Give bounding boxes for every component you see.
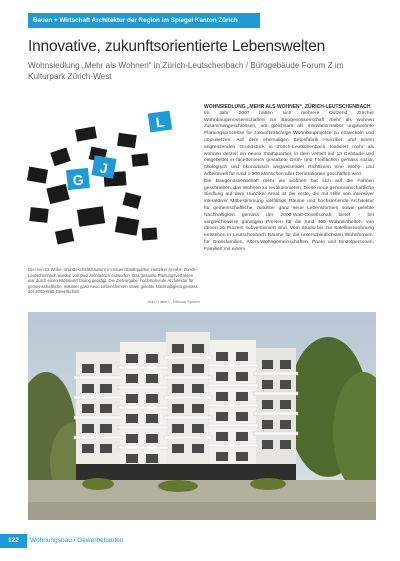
article-title: Innovative, zukunftsorientierte Lebenswelten — [28, 38, 326, 55]
footer-section: Wohnungsbau / Gewerbebauten — [30, 537, 124, 544]
image-credit: Abb.: Hase L, Niklaus Spoerri — [147, 299, 200, 304]
path — [28, 502, 376, 520]
deco-block — [142, 227, 158, 240]
deco-block — [117, 133, 137, 148]
section-label: Bauen + Wirtschaft Architektur der Region im Spiegel Kanton Zürich — [33, 17, 238, 24]
decorative-letter-blocks — [20, 110, 200, 260]
building-photo — [28, 312, 376, 520]
section-header-bar — [28, 13, 260, 28]
body-heading: WOHNSIEDLUNG „MEHR ALS WOHNEN“, ZÜRICH-LEUTSCHENBACH — [204, 104, 371, 110]
article-body — [204, 104, 374, 254]
deco-block — [50, 148, 70, 167]
deco-block — [55, 228, 74, 244]
deco-block — [115, 216, 139, 236]
body-paragraph: Die Baugenossenschaft mehr als wohnen hat sich auf die Fahnen geschrieben, das Wohnen zu revolutionieren. Diese neue genossenschaftliche Siedlung auf dem Hunziker-Areal ist die erste, die mit Hilfe von intensiver interaktiver Mitbestimmung vielfältige Räume und hochstehende Architektur für gemeinschaftliche, mitunter ganz neue Lebensformen sowie gelebte Nachhaltigkeit gemäss der 2000-Watt-Gesellschaft bietet – bei vergleichsweise günstigen Preisen für die rund 400 Wohneinheiten, von denen 20 Prozent subventioniert sind. Vom Studio bis zur Satellitenwohnung entstehen in Leutschenbach Räume für die unterschiedlichsten Wohnformen: für Grossfamilien, Alters-Wohngemeinschaften, Paare und Einzelpersonen, Familien mit einem — [204, 178, 374, 252]
image-caption: Drei von 13 Wohn- und Geschäftshäusern im neuen Stadtquartier Hunziker Areal in Zürich-Leutschenbach wurden von pool Architekten entworfen. Das gesamte Planungsverfahren war durch einen intensiven Dialog geprägt. Die Zielvorgabe: hochstehende Architektur für gemeinschaftliche, mitunter ganz neue Lebensformen sowie gelebte Nachhaltigkeit gemäss der 2000-Watt-Gesellschaft — [28, 267, 198, 295]
letter-g: G — [71, 171, 85, 189]
letter-l: L — [154, 113, 166, 131]
letter-tile-l — [148, 111, 172, 133]
ground-floor — [76, 464, 296, 480]
letter-j: J — [98, 159, 110, 177]
deco-block — [46, 184, 69, 204]
article-subtitle: Wohnsiedlung „Mehr als Wohnen“ in Zürich-Leutschenbach / Bürogebäude Forum Z im Kulturpark Zürich-West — [28, 61, 344, 81]
letter-tile-j — [91, 155, 116, 179]
letter-tile-g — [66, 168, 90, 190]
deco-block — [75, 126, 97, 141]
deco-block — [131, 153, 148, 167]
deco-block — [122, 192, 141, 209]
deco-block — [27, 167, 48, 184]
deco-block — [77, 206, 105, 226]
body-paragraph: Im Jahr 2007 hatten sich mehrere Dutzend Zürcher Wohnbaugenossenschaften zur Baugenossenschaft mehr als wohnen zusammengeschlossen, um gleichsam als Innovationslabor ungewohnte Planungsprozesse für zukunftsträchtige Wohnbauprojekte zu entwickeln und umzusetzen. Auf dem ehemaligen Betonfabrik Hunziker und einem angrenzenden Grundstück in Zürich-Leutschenbach realisiert mehr als wohnen derzeit ein neues Stadtquartier, in dem verteilt auf 13 Gebäude und eingebettet in facettenreich gestaltete Grün- und Freiflächen gemäss sozial, ökologisch und ökonomisch wegweisender Richtlinien eine Wohn- und Arbeitswelt für rund 1.300 Menschen aller Generationen geschaffen wird. — [204, 110, 374, 177]
deco-block — [29, 207, 48, 223]
page-number: 122 — [0, 534, 27, 548]
